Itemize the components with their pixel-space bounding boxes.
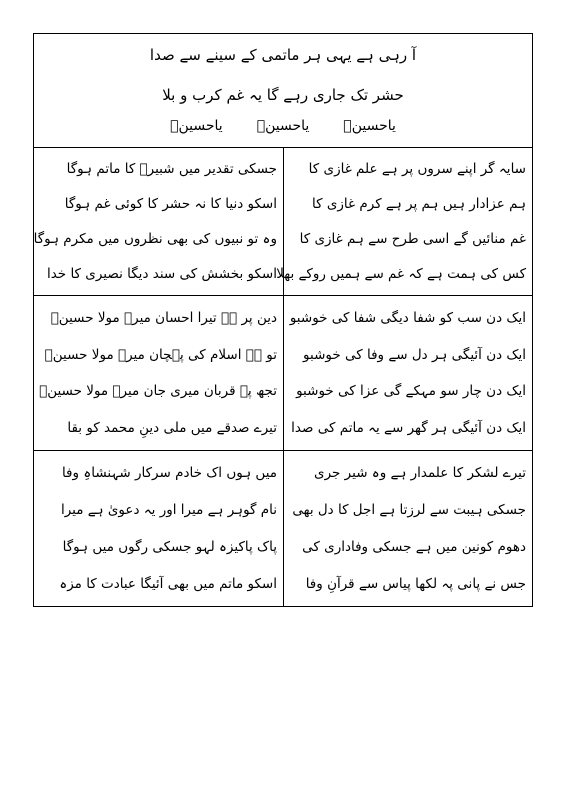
verse-line: ایک دن آئیگی ہر دل سے وفا کی خوشبو (303, 346, 526, 363)
verse-line: جس نے پانی پہ لکھا پیاس سے قرآنِ وفا (305, 575, 526, 592)
ya-hussain-text: یاحسینؑ (170, 118, 223, 134)
verse-line: تیرے لشکر کا علمدار ہے وہ شیر جری (314, 465, 526, 482)
verse-line: وہ تو نبیوں کی بھی نظروں میں مکرم ہوگا (33, 230, 277, 247)
verse-line: کس کی ہمت ہے کہ غم سے ہمیں روکے بھلا (276, 265, 526, 282)
poem-sheet (33, 33, 533, 607)
verse-line: تو ہے اسلام کی پہچان میرے مولا حسینؑ (44, 346, 277, 363)
stanza-grid (34, 148, 532, 606)
stanza-left-column (34, 296, 283, 450)
verse-line: ایک دن آئیگی ہر گھر سے یہ ماتم کی صدا (291, 419, 526, 436)
verse-line: ہم عزادار ہیں ہم پر ہے کرم غازی کا (312, 196, 526, 213)
stanza-left-column (34, 148, 283, 295)
stanza-row (34, 148, 532, 296)
verse-line: تیرے صدقے میں ملی دینِ محمد کو بقا (67, 419, 277, 436)
stanza-right-column (283, 451, 532, 606)
stanza-left-column (34, 451, 283, 606)
poem-header (34, 34, 532, 148)
stanza-row (34, 451, 532, 606)
verse-line: ایک دن چار سو مہکے گی عزا کی خوشبو (296, 383, 526, 400)
stanza-row (34, 296, 532, 451)
verse-line: پاک پاکیزہ لہو جسکی رگوں میں ہوگا (62, 538, 277, 555)
verse-line: جسکی تقدیر میں شبیرؑ کا ماتم ہوگا (66, 161, 277, 178)
verse-line: اسکو دنیا کا نہ حشر کا کوئی غم ہوگا (64, 196, 277, 213)
verse-line: اسکو بخشش کی سند دیگا نصیری کا خدا (46, 265, 277, 282)
verse-line: ایک دن سب کو شفا دیگی شفا کی خوشبو (289, 310, 526, 327)
verse-line: دین پر ہے تیرا احسان میرے مولا حسینؑ (50, 310, 277, 327)
verse-line: اسکو ماتم میں بھی آئیگا عبادت کا مزہ (59, 575, 277, 592)
ya-hussain-text: یاحسینؑ (256, 118, 310, 134)
verse-line: سایہ گر اپنے سروں پر ہے علم غازی کا (308, 161, 526, 178)
header-line-2: حشر تک جاری رہے گا یہ غم کرب و بلا (162, 86, 404, 104)
verse-line: دھوم کونین میں ہے جسکی وفاداری کی (302, 538, 526, 555)
verse-line: میں ہوں اک خادم سرکار شہنشاہِ وفا (61, 465, 277, 482)
stanza-right-column (276, 148, 532, 295)
ya-hussain-text: یاحسینؑ (343, 118, 396, 134)
verse-line: تجھ پہ قربان میری جان میرے مولا حسینؑ (39, 383, 277, 400)
verse-line: جسکی ہیبت سے لرزتا ہے اجل کا دل بھی (292, 502, 526, 519)
header-line-1: آ رہی ہے یہی ہر ماتمی کے سینے سے صدا (149, 46, 417, 64)
ya-hussain-row (34, 118, 532, 134)
verse-line: نام گوہر ہے میرا اور یہ دعویٰ ہے میرا (60, 502, 277, 519)
stanza-right-column (283, 296, 532, 450)
verse-line: غم منائیں گے اسی طرح سے ہم غازی کا (299, 230, 526, 247)
